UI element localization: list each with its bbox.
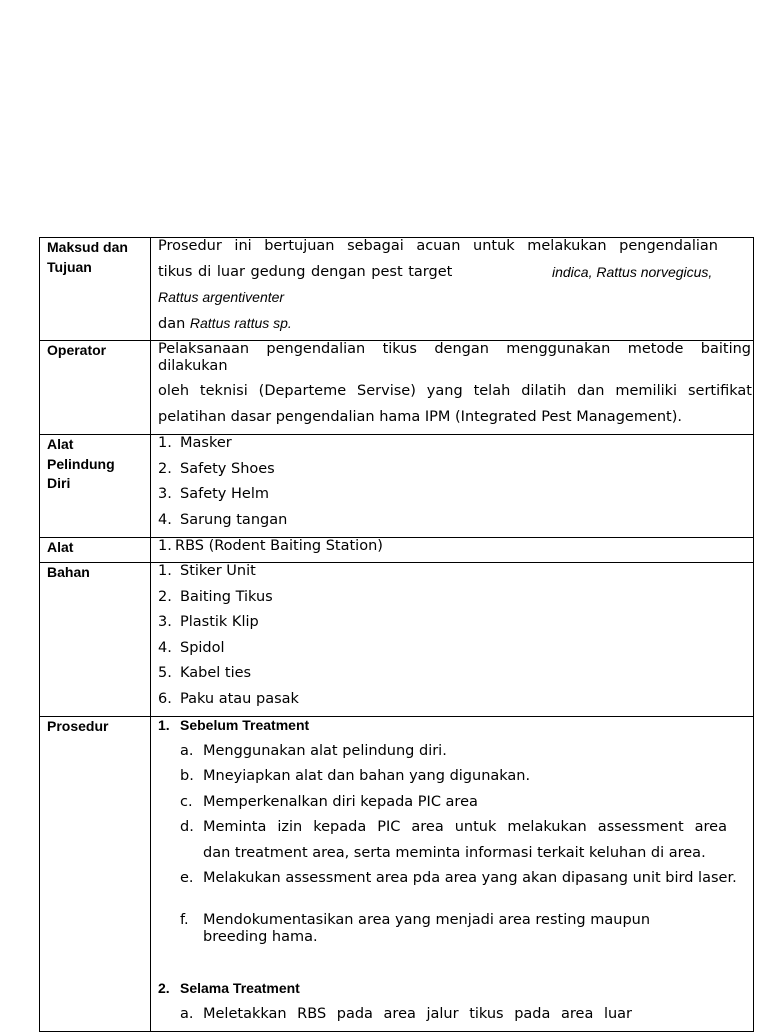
content-operator xyxy=(151,341,754,435)
step-text: Mneyiapkan alat dan bahan yang digunakan. xyxy=(203,768,531,784)
step-item xyxy=(158,870,743,912)
step-letter: f. xyxy=(180,912,189,928)
apd-item-text: Safety Helm xyxy=(180,486,269,502)
bahan-num: 5. xyxy=(158,665,172,681)
apd-num: 4. xyxy=(158,511,172,528)
maksud-line-2 xyxy=(158,264,753,290)
maksud-line-2-italic: indica, Rattus norvegicus, xyxy=(552,263,713,280)
step-letter: b. xyxy=(180,768,194,784)
maksud-line-2-prefix: tikus di luar gedung dengan pest target xyxy=(158,263,453,280)
bahan-item-text: Kabel ties xyxy=(180,665,252,681)
step-letter: c. xyxy=(180,793,193,810)
section-title: Selama Treatment xyxy=(180,980,300,996)
bahan-num: 3. xyxy=(158,614,172,630)
step-text: Meminta izin kepada PIC area untuk melakukan assessment area xyxy=(203,819,727,835)
row-bahan xyxy=(40,563,754,717)
label-prosedur xyxy=(40,717,151,1032)
row-operator xyxy=(40,341,754,435)
apd-item-text: Sarung tangan xyxy=(180,511,288,528)
step-item xyxy=(158,743,743,769)
label-apd xyxy=(40,435,151,538)
apd-item xyxy=(158,486,753,512)
step-item xyxy=(158,819,743,845)
operator-line-2: oleh teknisi (Departeme Servise) yang telah dilatih dan memiliki sertifikat xyxy=(158,383,752,399)
content-alat xyxy=(151,538,754,563)
row-alat xyxy=(40,538,754,563)
maksud-line-1: Prosedur ini bertujuan sebagai acuan untuk melakukan pengendalian xyxy=(158,238,718,254)
apd-num: 3. xyxy=(158,486,172,502)
row-maksud xyxy=(40,238,754,341)
operator-line-3: pelatihan dasar pengendalian hama IPM (Integrated Pest Management). xyxy=(158,408,683,425)
bahan-item xyxy=(158,563,753,589)
section-heading xyxy=(158,980,743,1006)
step-letter: e. xyxy=(180,870,194,886)
step-text: Mendokumentasikan area yang menjadi area resting maupun breeding hama. xyxy=(203,912,651,945)
step-text: Memperkenalkan diri kepada PIC area xyxy=(203,793,478,810)
step-item xyxy=(158,1006,743,1032)
section-number: 2. xyxy=(158,980,170,996)
operator-line-1: Pelaksanaan pengendalian tikus dengan menggunakan metode baiting xyxy=(158,341,751,357)
apd-item xyxy=(158,435,753,461)
content-apd xyxy=(151,435,754,538)
label-maksud-text: Maksud dan Tujuan xyxy=(47,239,128,275)
bahan-item-text: Spidol xyxy=(180,639,225,656)
maksud-line-4 xyxy=(158,315,753,341)
step-letter: a. xyxy=(180,742,194,759)
maksud-line-4-prefix: dan xyxy=(158,315,190,332)
bahan-item xyxy=(158,589,753,615)
section-title: Sebelum Treatment xyxy=(180,717,310,733)
bahan-item-text: Plastik Klip xyxy=(180,614,259,630)
bahan-num: 4. xyxy=(158,639,172,656)
apd-num: 2. xyxy=(158,460,172,477)
operator-line-1b: dilakukan xyxy=(158,358,228,374)
apd-item-text: Masker xyxy=(180,435,232,451)
row-prosedur xyxy=(40,717,754,1032)
label-alat xyxy=(40,538,151,563)
label-alat-text: Alat xyxy=(47,539,74,555)
apd-item xyxy=(158,512,753,538)
alat-num: 1. xyxy=(158,538,172,554)
label-operator-text: Operator xyxy=(47,342,107,358)
step-item xyxy=(158,768,743,794)
step-item xyxy=(158,912,743,980)
step-letter: d. xyxy=(180,819,194,835)
step-item-cont xyxy=(158,845,743,871)
label-maksud xyxy=(40,238,151,341)
bahan-item xyxy=(158,665,753,691)
step-item xyxy=(158,794,743,820)
bahan-item xyxy=(158,640,753,666)
step-text: Meletakkan RBS pada area jalur tikus pada area luar xyxy=(203,1005,633,1022)
step-text-cont: dan treatment area, serta meminta informasi terkait keluhan di area. xyxy=(203,844,706,861)
label-prosedur-text: Prosedur xyxy=(47,718,109,734)
procedure-table xyxy=(39,237,754,1032)
bahan-item xyxy=(158,691,753,717)
maksud-line-3: Rattus argentiventer xyxy=(158,289,285,305)
bahan-item-text: Stiker Unit xyxy=(180,563,256,579)
apd-num: 1. xyxy=(158,435,172,451)
step-letter-empty xyxy=(180,845,203,871)
label-bahan xyxy=(40,563,151,717)
bahan-item-text: Paku atau pasak xyxy=(180,690,299,707)
content-maksud xyxy=(151,238,754,341)
content-prosedur xyxy=(151,717,754,1032)
maksud-line-4-italic: Rattus rattus sp. xyxy=(189,314,292,331)
apd-item xyxy=(158,461,753,487)
bahan-num: 2. xyxy=(158,588,172,605)
step-text: Melakukan assessment area pda area yang akan dipasang unit bird laser. xyxy=(203,870,737,886)
section-number: 1. xyxy=(158,717,170,733)
bahan-item-text: Baiting Tikus xyxy=(180,588,273,605)
section-heading xyxy=(158,717,743,743)
alat-item xyxy=(158,538,753,555)
alat-item-text: RBS (Rodent Baiting Station) xyxy=(175,538,383,554)
label-operator xyxy=(40,341,151,435)
content-bahan xyxy=(151,563,754,717)
bahan-num: 1. xyxy=(158,563,172,579)
bahan-item xyxy=(158,614,753,640)
step-text: Menggunakan alat pelindung diri. xyxy=(203,742,447,759)
label-bahan-text: Bahan xyxy=(47,564,90,580)
step-letter: a. xyxy=(180,1005,194,1022)
apd-item-text: Safety Shoes xyxy=(180,460,275,477)
label-apd-text: Alat Pelindung Diri xyxy=(47,436,115,491)
bahan-num: 6. xyxy=(158,690,172,707)
row-apd xyxy=(40,435,754,538)
